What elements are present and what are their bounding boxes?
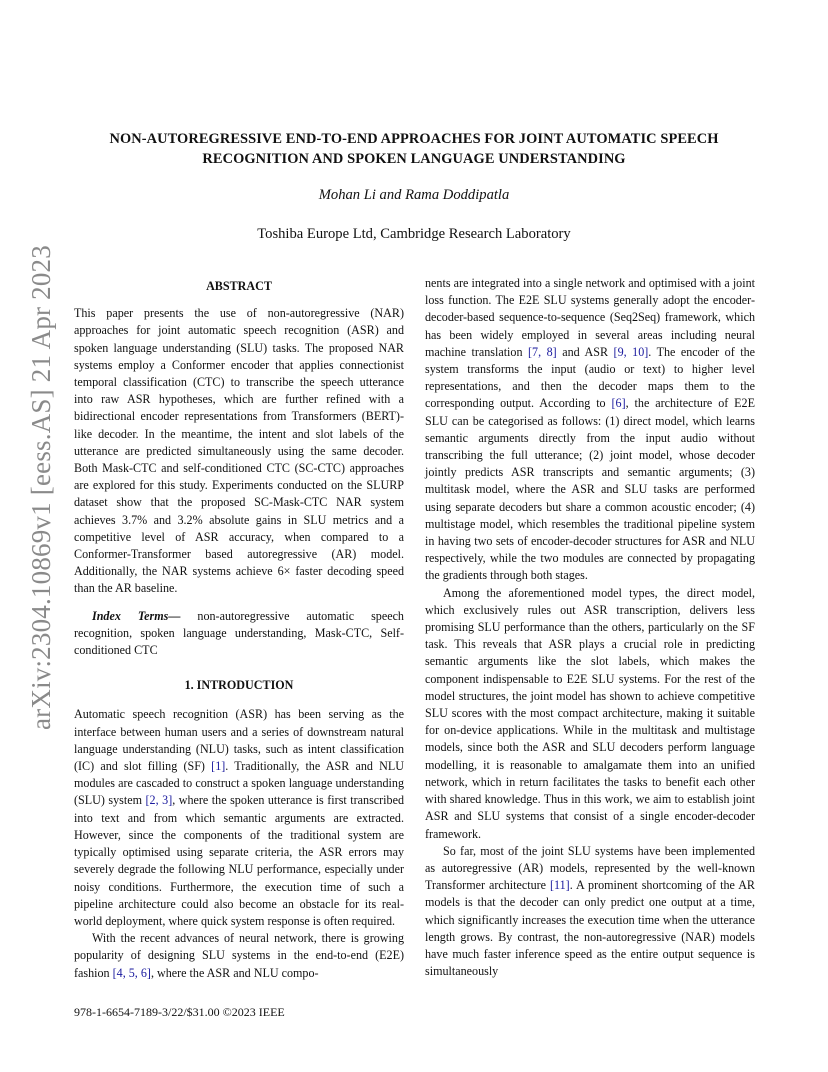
right-p1-text-c: . The encoder of the system transforms the input (audio or text) to higher level representations, and then the decoder maps them to the corresponding output. According to	[425, 344, 756, 411]
copyright-footer: 978-1-6654-7189-3/22/$31.00 ©2023 IEEE	[74, 1005, 285, 1019]
intro-p2-text-a: With the recent advances of neural network, there is growing popularity of designing SLU systems in the end-to-end (E2E) fashion	[74, 931, 404, 980]
citation-link[interactable]: [7, 8]	[528, 344, 557, 359]
right-paragraph-1	[425, 275, 755, 585]
citation-link[interactable]: [9, 10]	[613, 344, 649, 359]
author-affiliation: Toshiba Europe Ltd, Cambridge Research Laboratory	[257, 226, 571, 242]
left-column	[74, 278, 404, 982]
author-names: Mohan Li and Rama Doddipatla	[318, 187, 510, 203]
right-p3-text-b: . A prominent shortcoming of the AR models is that the decoder can only predict one output at a time, which significantly increases the execution time when the utterance length grows. By contrast, the non-autoregressive (NAR) models have much faster inference speed as the entire output sequence is simultaneously	[425, 878, 755, 979]
right-p3-text-a: So far, most of the joint SLU systems have been implemented as autoregressive (AR) models, represented by the well-known Transformer architecture	[425, 843, 755, 893]
index-terms-label: Index Terms—	[92, 608, 181, 623]
arxiv-identifier-stamp: arXiv:2304.10869v1 [eess.AS] 21 Apr 2023	[26, 245, 56, 730]
paper-title	[74, 129, 754, 169]
citation-link[interactable]: [11]	[550, 878, 570, 893]
right-column	[425, 275, 755, 980]
title-line-2: RECOGNITION AND SPOKEN LANGUAGE UNDERSTANDING	[202, 151, 626, 167]
abstract-text: This paper presents the use of non-autoregressive (NAR) approaches for joint automatic speech recognition (ASR) and spoken language understanding (SLU) tasks. The proposed NAR systems employ a Conformer encoder that applies connectionist temporal classification (CTC) to transcribe the speech utterance into raw ASR hypotheses, which are further refined with a bidirectional encoder representations from Transformers (BERT)-like decoder. In the meantime, the intent and slot labels of the utterance are predicted simultaneously using the same decoder. Both Mask-CTC and self-conditioned CTC (SC-CTC) approaches are explored for this study. Experiments conducted on the SLURP dataset show that the proposed SC-Mask-CTC NAR system achieves 3.7% and 3.2% absolute gains in SLU metrics and a competitive level of ASR accuracy, when compared to a Conformer-Transformer based autoregressive (AR) model. Additionally, the NAR systems achieve 6× faster decoding speed than the AR baseline.	[74, 306, 404, 596]
index-terms-text: non-autoregressive automatic speech recognition, spoken language understanding, Mask-CTC, Self-conditioned CTC	[74, 608, 404, 658]
right-paragraph-3	[425, 843, 755, 981]
abstract-heading: ABSTRACT	[206, 279, 272, 293]
title-line-1: NON-AUTOREGRESSIVE END-TO-END APPROACHES FOR JOINT AUTOMATIC SPEECH	[109, 131, 719, 147]
citation-link[interactable]: [1]	[211, 759, 226, 774]
intro-paragraph-1	[74, 706, 404, 930]
citation-link[interactable]: [6]	[611, 396, 626, 411]
intro-p1-text-a: Automatic speech recognition (ASR) has been serving as the interface between human users and a series of downstream natural language understanding (NLU) tasks, such as intent classification (IC) and slot filling (SF)	[74, 707, 404, 774]
right-p1-text-a: nents are integrated into a single network and optimised with a joint loss function. The E2E SLU systems generally adopt the encoder-decoder-based sequence-to-sequence (Seq2Seq) framework, which has been widely employed in several areas including neural machine translation	[425, 276, 755, 359]
right-p1-text-b: and ASR	[556, 344, 614, 359]
intro-p2-text-b: , where the ASR and NLU compo-	[150, 965, 319, 980]
right-p1-text-d: , the architecture of E2E SLU can be categorised as follows: (1) direct model, which learns semantic arguments directly from the input audio without transcribing the full utterance; (2) joint model, whose decoder jointly predicts ASR transcripts and semantic arguments; (3) multitask model, where the ASR and SLU tasks are performed using separate decoders but share a common acoustic encoder; (4) multistage model, which resembles the traditional pipeline system in having two sets of encoder-decoder structures for ASR and NLU respectively, while the two modules are connected by propagating the gradients through both stages.	[425, 396, 755, 583]
citation-link[interactable]: [4, 5, 6]	[112, 965, 151, 980]
intro-paragraph-2	[74, 930, 404, 982]
citation-link[interactable]: [2, 3]	[145, 793, 173, 808]
intro-p1-text-c: , where the spoken utterance is first transcribed into text and from which semantic arguments are extracted. However, since the components of the traditional system are typically optimised using separate criteria, the ASR errors may severely degrade the following NLU performance, especially under noisy conditions. Furthermore, the execution time of such a pipeline architecture could also become an obstacle for its real-world deployment, where quick system response is often required.	[74, 793, 404, 928]
index-terms	[74, 608, 404, 660]
right-paragraph-2: Among the aforementioned model types, the direct model, which exclusively rules out ASR transcription, delivers less promising SLU performance than the others, particularly on the SF task. This reveals that ASR plays a crucial role in predicting semantic arguments like the slot labels, which makes the component indispensable to E2E SLU systems. For the rest of the model structures, the joint model has shown to achieve competitive SLU scores with the most compact architecture, making it suitable for on-device applications. While in the multitask and multistage models, since both the ASR and SLU decoders perform language modelling, it is reasonable to amalgamate them into an unified network, which in return facilitates the tasks to benefit each other with shared knowledge. Thus in this work, we aim to establish joint ASR and SLU systems that consist of a single encoder-decoder framework.	[425, 585, 755, 841]
intro-p1-text-b: . Traditionally, the ASR and NLU modules are cascaded to construct a spoken language understanding (SLU) system	[74, 759, 404, 808]
introduction-heading: 1. INTRODUCTION	[184, 678, 294, 693]
